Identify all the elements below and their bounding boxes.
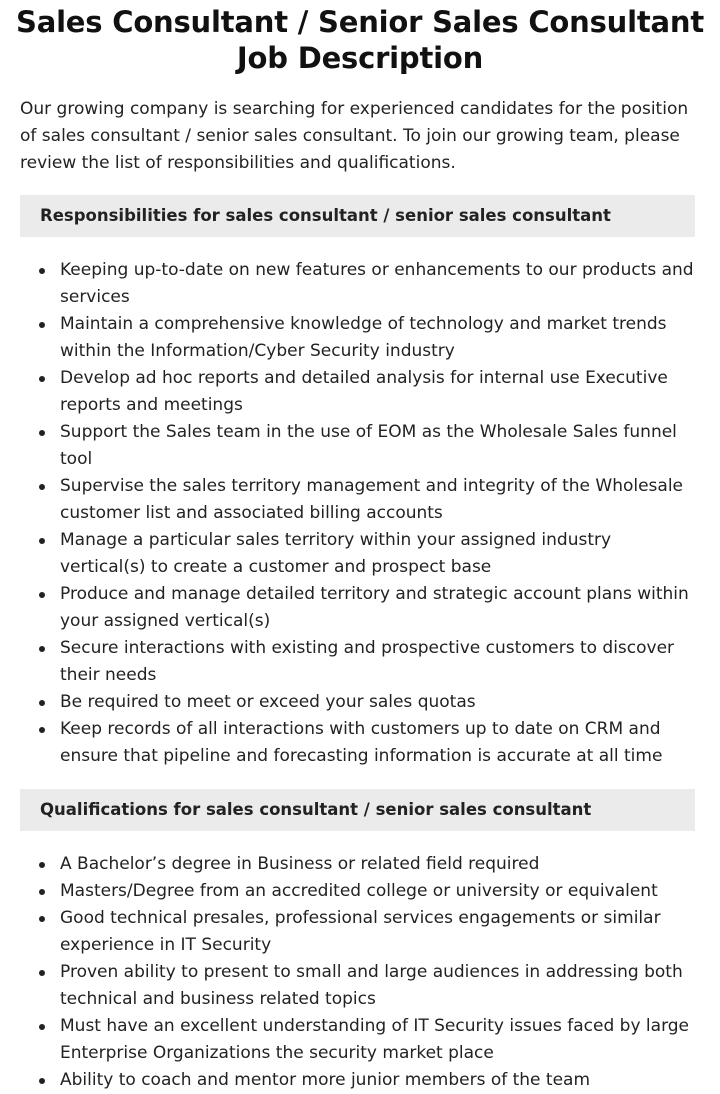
qualifications-heading: Qualifications for sales consultant / senior sales consultant [20, 789, 695, 831]
list-item: Be required to meet or exceed your sales quotas [60, 689, 695, 716]
list-item: Support the Sales team in the use of EOM as the Wholesale Sales funnel tool [60, 419, 695, 473]
list-item: Supervise the sales territory management and integrity of the Wholesale customer list and associated billing accounts [60, 473, 695, 527]
list-item: Keeping up-to-date on new features or enhancements to our products and services [60, 257, 695, 311]
list-item: Manage a particular sales territory within your assigned industry vertical(s) to create a customer and prospect base [60, 527, 695, 581]
list-item: A Bachelor’s degree in Business or related field required [60, 851, 695, 878]
page-title: Sales Consultant / Senior Sales Consultant Job Description [16, 5, 704, 75]
responsibilities-list [20, 257, 695, 770]
list-item: Produce and manage detailed territory and strategic account plans within your assigned vertical(s) [60, 581, 695, 635]
list-item: Maintain a comprehensive knowledge of technology and market trends within the Information/Cyber Security industry [60, 311, 695, 365]
list-item: Secure interactions with existing and prospective customers to discover their needs [60, 635, 695, 689]
list-item: Ability to coach and mentor more junior members of the team [60, 1067, 695, 1094]
list-item: Must have an excellent understanding of IT Security issues faced by large Enterprise Organizations the security market place [60, 1013, 695, 1067]
responsibilities-heading: Responsibilities for sales consultant / senior sales consultant [20, 195, 695, 237]
list-item: Proven ability to present to small and large audiences in addressing both technical and business related topics [60, 959, 695, 1013]
qualifications-list [20, 851, 695, 1094]
list-item: Good technical presales, professional services engagements or similar experience in IT Security [60, 905, 695, 959]
list-item: Keep records of all interactions with customers up to date on CRM and ensure that pipeline and forecasting information is accurate at all time [60, 716, 695, 770]
intro-paragraph: Our growing company is searching for experienced candidates for the position of sales consultant / senior sales consultant. To join our growing team, please review the list of responsibilities and qualifications. [20, 99, 689, 173]
list-item: Develop ad hoc reports and detailed analysis for internal use Executive reports and meetings [60, 365, 695, 419]
list-item: Masters/Degree from an accredited college or university or equivalent [60, 878, 695, 905]
